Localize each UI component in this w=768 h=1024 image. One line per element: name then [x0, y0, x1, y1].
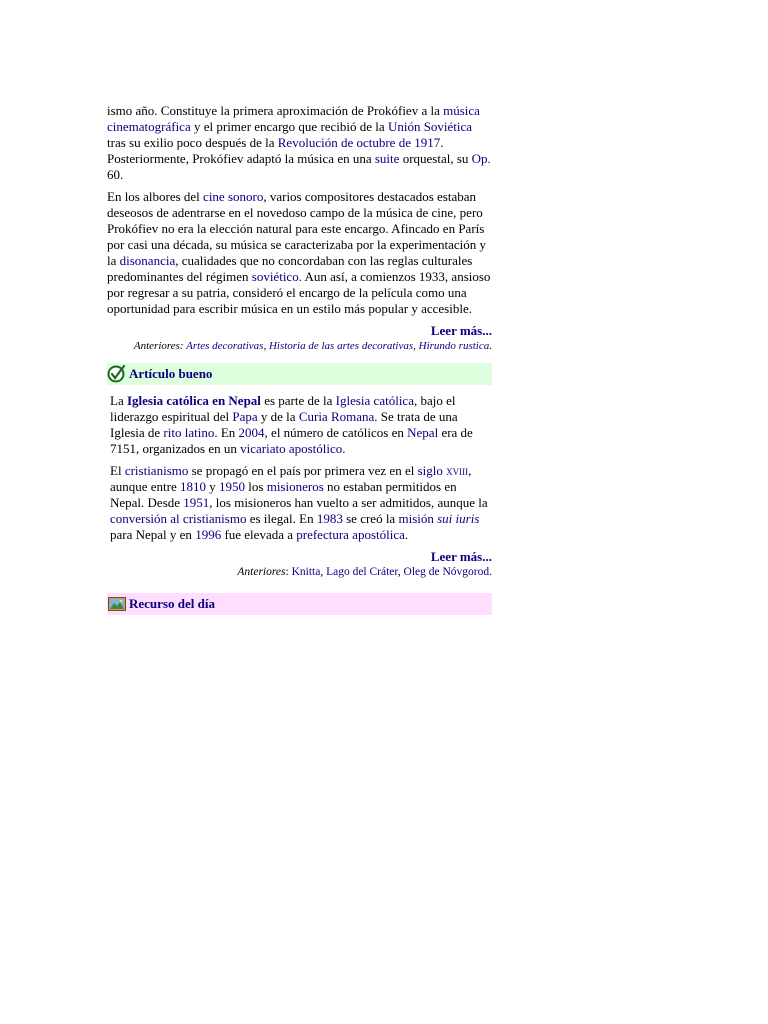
link-2004[interactable]: 2004: [238, 425, 265, 440]
featured-anteriores: [107, 339, 492, 353]
link-cristianismo[interactable]: cristianismo: [124, 463, 189, 478]
roman-numeral: xviii: [446, 463, 469, 478]
text: ismo año. Constituye la primera aproximación de Prokófiev a la: [107, 103, 444, 118]
text: tras su exilio poco después de la: [107, 135, 278, 150]
leer-mas-link[interactable]: Leer más...: [430, 549, 492, 564]
link-iglesia-catolica-nepal[interactable]: Iglesia católica en Nepal: [126, 393, 261, 408]
separator: ,: [263, 340, 269, 352]
text: los: [245, 479, 267, 494]
link-suite[interactable]: suite: [374, 151, 400, 166]
check-circle-icon: [107, 364, 127, 384]
text: . En: [214, 425, 239, 440]
text: El: [110, 463, 125, 478]
good-article-title: Artículo bueno: [129, 366, 213, 381]
link-misioneros[interactable]: misioneros: [266, 479, 324, 494]
link-hirundo-rustica[interactable]: Hirundo rustica: [418, 340, 490, 352]
italic-text: sui iuris: [437, 511, 480, 526]
text: .: [404, 527, 409, 542]
separator: ,: [413, 340, 419, 352]
link-prefectura-apostolica[interactable]: prefectura apostólica: [296, 527, 405, 542]
text: .: [489, 566, 492, 578]
text: , varios compositores destacados estaban deseosos de adentrarse en el novedoso campo de la música de cine, pero Prokófiev no era la elección natural para este encargo. Afincado en París por casi una década, su música se caracterizaba por la experimentación y la: [107, 189, 486, 268]
link-artes-decorativas[interactable]: Artes decorativas: [186, 340, 264, 352]
text: es parte de la: [260, 393, 336, 408]
good-article: [107, 385, 492, 579]
text: se propagó en el país por primera vez en el: [188, 463, 418, 478]
text: . Se trata de una Iglesia de: [110, 409, 458, 440]
good-article-paragraph-1: [110, 393, 492, 457]
link-lago-del-crater[interactable]: Lago del Cráter: [326, 566, 398, 578]
link-musica-cinematografica[interactable]: música cinematográfica: [107, 103, 480, 134]
link-nepal[interactable]: Nepal: [407, 425, 439, 440]
leer-mas-link[interactable]: Leer más...: [430, 323, 492, 338]
text: 60.: [107, 167, 124, 182]
link-iglesia-catolica[interactable]: Iglesia católica: [335, 393, 414, 408]
link-op[interactable]: Op.: [471, 151, 491, 166]
text: y: [206, 479, 220, 494]
link-disonancia[interactable]: disonancia: [119, 253, 176, 268]
link-union-sovietica[interactable]: Unión Soviética: [387, 119, 473, 134]
main-page-content: [107, 103, 492, 615]
separator: ,: [320, 566, 327, 578]
link-1983[interactable]: 1983: [316, 511, 343, 526]
link-1996[interactable]: 1996: [195, 527, 222, 542]
link-mision-sui-iuris[interactable]: [398, 511, 479, 526]
good-article-leer-mas: [110, 549, 492, 565]
text: , bajo el liderazgo espiritual del: [110, 393, 456, 424]
resource-title: Recurso del día: [129, 596, 215, 611]
text: para Nepal y en: [110, 527, 196, 542]
text: , cualidades que no concordaban con las reglas culturales predominantes del régimen: [107, 253, 473, 284]
featured-paragraph-1: [107, 103, 492, 183]
anteriores-label: Anteriores: [237, 566, 286, 578]
link-curia-romana[interactable]: Curia Romana: [298, 409, 375, 424]
text: .: [342, 441, 346, 456]
text: es ilegal. En: [246, 511, 317, 526]
good-article-header: [107, 363, 492, 385]
text: , el número de católicos en: [264, 425, 408, 440]
featured-leer-mas: [107, 323, 492, 339]
text: no estaban permitidos en Nepal. Desde: [110, 479, 457, 510]
link-historia-artes-decorativas[interactable]: Historia de las artes decorativas: [268, 340, 414, 352]
text: y el primer encargo que recibió de la: [190, 119, 388, 134]
link-1951[interactable]: 1951: [183, 495, 210, 510]
link-conversion-cristianismo[interactable]: conversión al cristianismo: [110, 511, 247, 526]
link-oleg-de-novgorod[interactable]: Oleg de Nóvgorod: [403, 566, 490, 578]
anteriores-label: Anteriores:: [133, 340, 187, 352]
text: se creó la: [342, 511, 399, 526]
link-knitta[interactable]: Knitta: [291, 566, 321, 578]
text: orquestal, su: [399, 151, 472, 166]
text: . Aun así, a comienzos 1933, ansioso por regresar a su patria, consideró el encargo de la película como una oportunidad para escribir música en un estilo más popular y accesible.: [107, 269, 491, 316]
text: La: [110, 393, 127, 408]
featured-article: [107, 103, 492, 353]
text: era de 7151, organizados en un: [110, 425, 473, 456]
text: . Posteriormente, Prokófiev adaptó la música en una: [107, 135, 444, 166]
text: .: [489, 340, 492, 352]
good-article-paragraph-2: [110, 463, 492, 543]
text: y de la: [257, 409, 299, 424]
resource-header: [107, 593, 492, 615]
text: , aunque entre: [110, 463, 472, 494]
text: , los misioneros han vuelto a ser admitidos, aunque la: [209, 495, 488, 510]
text: siglo: [417, 463, 447, 478]
link-revolucion-octubre[interactable]: Revolución de octubre de 1917: [277, 135, 441, 150]
link-papa[interactable]: Papa: [232, 409, 258, 424]
text: En los albores del: [107, 189, 204, 204]
separator: ,: [397, 566, 404, 578]
link-1810[interactable]: 1810: [180, 479, 207, 494]
featured-paragraph-2: [107, 189, 492, 317]
link-cine-sonoro[interactable]: cine sonoro: [203, 189, 264, 204]
text: fue elevada a: [221, 527, 297, 542]
link-siglo-xviii[interactable]: [418, 463, 469, 478]
good-article-anteriores: [110, 565, 492, 579]
text: misión: [398, 511, 438, 526]
separator: :: [285, 566, 292, 578]
picture-icon: [108, 597, 126, 611]
link-sovietico[interactable]: soviético: [251, 269, 299, 284]
link-vicariato-apostolico[interactable]: vicariato apostólico: [240, 441, 343, 456]
link-rito-latino[interactable]: rito latino: [163, 425, 215, 440]
link-1950[interactable]: 1950: [219, 479, 246, 494]
